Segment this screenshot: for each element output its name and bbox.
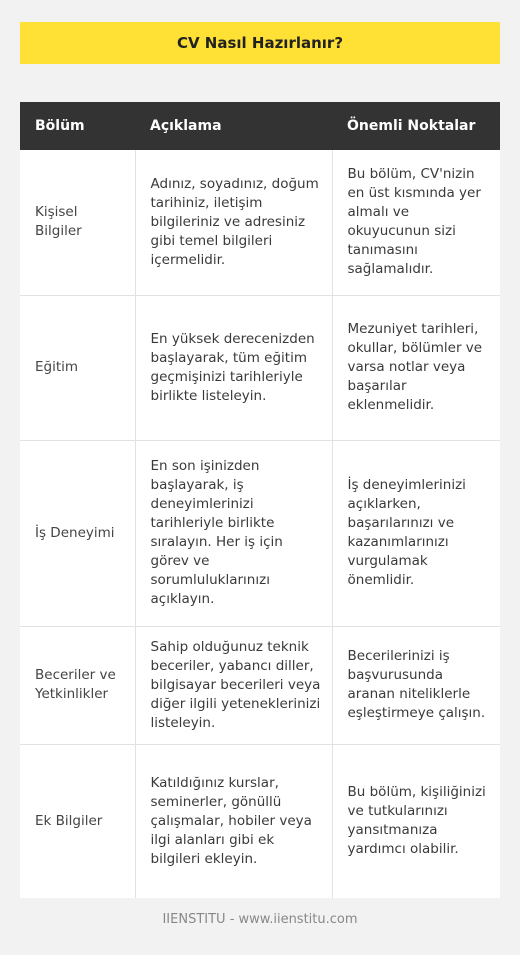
row-section: Kişisel Bilgiler [20,150,135,295]
row-description: En son işinizden başlayarak, iş deneyimlerinizi tarihleriyle birlikte sıralayın. Her iş için görev ve sorumluluklarınızı açıklayın. [135,440,332,626]
row-notes: Bu bölüm, CV'nizin en üst kısmında yer almalı ve okuyucunun sizi tanımasını sağlamalıdır. [332,150,500,295]
table-header [20,102,500,150]
table-row [20,744,500,898]
row-notes: Bu bölüm, kişiliğinizi ve tutkularınızı yansıtmanıza yardımcı olabilir. [347,784,486,858]
row-notes: Mezuniyet tarihleri, okullar, bölümler ve varsa notlar veya başarılar eklenmelidir. [332,295,500,440]
row-description: Katıldığınız kurslar, seminerler, gönüllü çalışmalar, hobiler veya ilgi alanları gibi ek bilgileri ekleyin. [135,744,332,898]
row-section: Ek Bilgiler [20,744,135,898]
table-row [20,295,500,440]
header-row [20,102,500,150]
table-body [20,150,500,898]
cv-table-container [20,102,500,898]
row-section: Eğitim [20,295,135,440]
footer-credit: IIENSTITU - www.iienstitu.com [162,912,358,927]
page-title: CV Nasıl Hazırlanır? [176,34,344,52]
cv-sections-table [20,102,500,898]
table-row [20,440,500,626]
header-description: Açıklama [135,102,332,150]
header-notes: Önemli Noktalar [332,102,500,150]
table-row [20,150,500,295]
row-description: En yüksek derecenizden başlayarak, tüm eğitim geçmişinizi tarihleriyle birlikte listeleyin. [135,295,332,440]
row-description: Adınız, soyadınız, doğum tarihiniz, iletişim bilgileriniz ve adresiniz gibi temel bilgileri içermelidir. [135,150,332,295]
row-description: Sahip olduğunuz teknik beceriler, yabancı diller, bilgisayar becerileri veya diğer ilgili yeteneklerinizi listeleyin. [135,626,332,744]
row-section: Beceriler ve Yetkinlikler [20,626,135,744]
row-notes: Becerilerinizi iş başvurusunda aranan niteliklerle eşleştirmeye çalışın. [332,626,500,744]
row-notes: İş deneyimlerinizi açıklarken, başarılarınızı ve kazanımlarınızı vurgulamak önemlidir. [332,440,500,626]
row-section: İş Deneyimi [20,440,135,626]
header-section: Bölüm [20,102,135,150]
table-row [20,626,500,744]
title-banner [20,22,500,64]
